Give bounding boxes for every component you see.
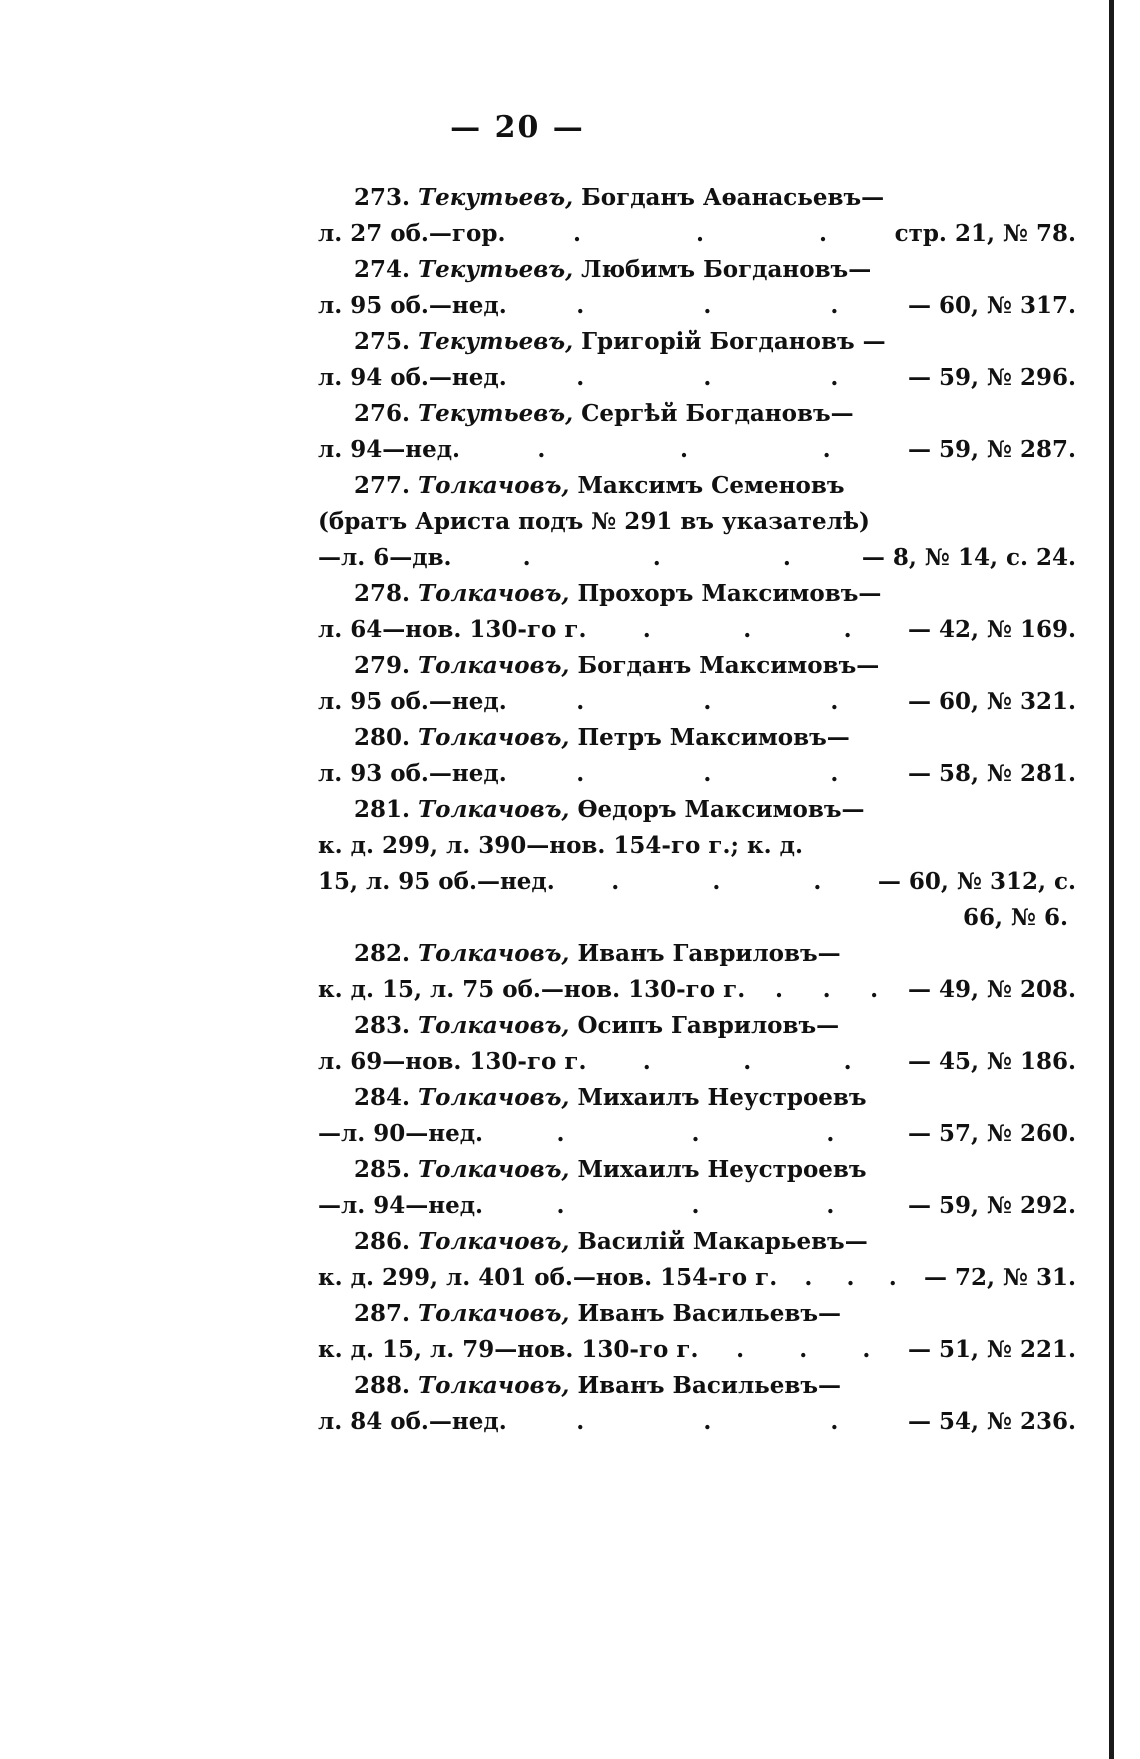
entry-number: 288.: [354, 1372, 411, 1399]
entry-given-names: Осипъ Гавриловъ—: [577, 1012, 840, 1039]
entry-page-reference: — 49, № 208.: [907, 976, 1076, 1003]
page-number: — 20 —: [450, 110, 585, 145]
entry-heading: [318, 1296, 1076, 1332]
entry-number: 285.: [354, 1156, 411, 1183]
entry-given-names: Иванъ Васильевъ—: [577, 1300, 842, 1327]
dot-leader: . . .: [522, 544, 791, 571]
entry-reference-line: [318, 288, 1076, 324]
dot-leader: . . .: [774, 976, 879, 1003]
entry-page-reference: — 60, № 312, с.: [877, 868, 1076, 895]
entry-number: 273.: [354, 184, 411, 211]
index-entry: [318, 1080, 1076, 1152]
index-entries: [318, 180, 1076, 1440]
entry-given-names: Богданъ Аѳанасьевъ—: [581, 184, 885, 211]
entry-surname: Толкачовъ,: [418, 1300, 570, 1327]
entry-location: л. 69—нов. 130-го г.: [318, 1048, 587, 1075]
entry-number: 282.: [354, 940, 411, 967]
entry-page-reference: — 57, № 260.: [907, 1120, 1076, 1147]
entry-surname: Текутьевъ,: [418, 400, 574, 427]
index-entry: [318, 252, 1076, 324]
entry-number: 274.: [354, 256, 411, 283]
entry-heading: [318, 396, 1076, 432]
dot-leader: . . .: [804, 1264, 897, 1291]
entry-heading: [318, 1224, 1076, 1260]
entry-reference-line: [318, 360, 1076, 396]
entry-surname: Толкачовъ,: [418, 940, 570, 967]
entry-reference-line: [318, 1116, 1076, 1152]
entry-number: 280.: [354, 724, 411, 751]
entry-given-names: Василій Макарьевъ—: [577, 1228, 868, 1255]
entry-heading: [318, 1152, 1076, 1188]
index-entry: [318, 180, 1076, 252]
entry-given-names: Михаилъ Неустроевъ: [577, 1084, 867, 1111]
dot-leader: . . .: [576, 1408, 839, 1435]
dot-leader: . . .: [642, 616, 852, 643]
entry-heading: [318, 1368, 1076, 1404]
entry-given-names: Ѳедоръ Максимовъ—: [577, 796, 865, 823]
entry-given-names: Иванъ Васильевъ—: [577, 1372, 842, 1399]
entry-location: к. д. 15, л. 79—нов. 130-го г.: [318, 1336, 699, 1363]
entry-reference-line: [318, 1044, 1076, 1080]
index-entry: [318, 792, 1076, 936]
entry-reference-line: [318, 756, 1076, 792]
entry-reference-line: [318, 1260, 1076, 1296]
dot-leader: . . .: [556, 1120, 835, 1147]
entry-page-reference: — 51, № 221.: [907, 1336, 1076, 1363]
entry-page-reference: стр. 21, № 78.: [894, 220, 1076, 247]
entry-given-names: Любимъ Богдановъ—: [581, 256, 872, 283]
entry-location: к. д. 299, л. 401 об.—нов. 154-го г.: [318, 1264, 778, 1291]
entry-surname: Текутьевъ,: [418, 184, 574, 211]
entry-number: 276.: [354, 400, 411, 427]
dot-leader: . . .: [537, 436, 831, 463]
dot-leader: . . .: [576, 760, 839, 787]
entry-surname: Толкачовъ,: [418, 1012, 570, 1039]
index-entry: [318, 468, 1076, 576]
entry-continuation: (братъ Ариста подъ № 291 въ указателѣ): [318, 508, 870, 535]
entry-given-names: Петръ Максимовъ—: [577, 724, 850, 751]
entry-location: —л. 6—дв.: [318, 544, 452, 571]
entry-page-reference: — 60, № 317.: [907, 292, 1076, 319]
entry-surname: Толкачовъ,: [418, 1084, 570, 1111]
entry-location: —л. 94—нед.: [318, 1192, 484, 1219]
entry-heading: [318, 720, 1076, 756]
entry-reference-line: [318, 612, 1076, 648]
entry-number: 279.: [354, 652, 411, 679]
entry-given-names: Михаилъ Неустроевъ: [577, 1156, 867, 1183]
dot-leader: . . .: [576, 688, 839, 715]
entry-number: 275.: [354, 328, 411, 355]
entry-number: 286.: [354, 1228, 411, 1255]
index-entry: [318, 1368, 1076, 1440]
entry-heading: [318, 252, 1076, 288]
entry-page-reference: — 60, № 321.: [907, 688, 1076, 715]
entry-surname: Толкачовъ,: [418, 652, 570, 679]
entry-location: —л. 90—нед.: [318, 1120, 484, 1147]
entry-location: л. 94—нед.: [318, 436, 461, 463]
dot-leader: . . .: [576, 292, 839, 319]
entry-location: л. 95 об.—нед.: [318, 688, 507, 715]
entry-page-reference: — 72, № 31.: [923, 1264, 1076, 1291]
entry-reference-line: [318, 1188, 1076, 1224]
entry-page-reference: — 42, № 169.: [907, 616, 1076, 643]
dot-leader: . . .: [556, 1192, 835, 1219]
entry-given-names: Богданъ Максимовъ—: [577, 652, 880, 679]
entry-reference-line: [318, 972, 1076, 1008]
index-entry: [318, 576, 1076, 648]
entry-page-reference: — 59, № 292.: [907, 1192, 1076, 1219]
entry-location: л. 84 об.—нед.: [318, 1408, 507, 1435]
entry-heading: [318, 648, 1076, 684]
index-entry: [318, 1224, 1076, 1296]
entry-location: 15, л. 95 об.—нед.: [318, 868, 555, 895]
entry-heading: [318, 468, 1076, 504]
entry-location: к. д. 15, л. 75 об.—нов. 130-го г.: [318, 976, 746, 1003]
entry-continuation: к. д. 299, л. 390—нов. 154-го г.; к. д.: [318, 832, 803, 859]
dot-leader: . . .: [611, 868, 822, 895]
entry-reference-line: [318, 684, 1076, 720]
entry-heading: [318, 324, 1076, 360]
entry-page-reference: — 8, № 14, с. 24.: [861, 544, 1076, 571]
index-entry: [318, 936, 1076, 1008]
entry-given-names: Григорій Богдановъ —: [581, 328, 886, 355]
index-entry: [318, 1152, 1076, 1224]
entry-page-reference: — 54, № 236.: [907, 1408, 1076, 1435]
index-entry: [318, 1296, 1076, 1368]
index-entry: [318, 720, 1076, 792]
entry-reference-line: [318, 1332, 1076, 1368]
entry-surname: Толкачовъ,: [418, 1156, 570, 1183]
entry-reference-line: [318, 864, 1076, 900]
entry-heading: [318, 1008, 1076, 1044]
entry-reference-line: [318, 432, 1076, 468]
entry-page-reference: — 58, № 281.: [907, 760, 1076, 787]
entry-surname: Толкачовъ,: [418, 1228, 570, 1255]
dot-leader: . . .: [642, 1048, 852, 1075]
entry-location: л. 95 об.—нед.: [318, 292, 507, 319]
entry-location: л. 93 об.—нед.: [318, 760, 507, 787]
entry-heading: [318, 576, 1076, 612]
entry-number: 284.: [354, 1084, 411, 1111]
page-edge-rule: [1109, 0, 1114, 1759]
index-entry: [318, 1008, 1076, 1080]
entry-surname: Толкачовъ,: [418, 1372, 570, 1399]
entry-page-reference: — 59, № 296.: [907, 364, 1076, 391]
entry-heading: [318, 936, 1076, 972]
entry-location: л. 27 об.—гор.: [318, 220, 506, 247]
entry-reference-line: [318, 540, 1076, 576]
entry-heading: [318, 180, 1076, 216]
entry-surname: Толкачовъ,: [418, 580, 570, 607]
entry-surname: Текутьевъ,: [418, 256, 574, 283]
entry-number: 287.: [354, 1300, 411, 1327]
entry-heading: [318, 792, 1076, 828]
entry-number: 283.: [354, 1012, 411, 1039]
dot-leader: . . .: [576, 364, 839, 391]
entry-reference-line: [318, 216, 1076, 252]
entry-location: л. 94 об.—нед.: [318, 364, 507, 391]
entry-surname: Толкачовъ,: [418, 472, 570, 499]
entry-given-names: Сергѣй Богдановъ—: [581, 400, 854, 427]
entry-heading: [318, 1080, 1076, 1116]
entry-given-names: Иванъ Гавриловъ—: [577, 940, 841, 967]
entry-location: л. 64—нов. 130-го г.: [318, 616, 587, 643]
entry-extra-reference: 66, № 6.: [962, 904, 1068, 931]
index-entry: [318, 324, 1076, 396]
entry-given-names: Прохоръ Максимовъ—: [577, 580, 882, 607]
index-entry: [318, 648, 1076, 720]
entry-surname: Толкачовъ,: [418, 724, 570, 751]
index-entry: [318, 396, 1076, 468]
dot-leader: . . .: [572, 220, 828, 247]
entry-number: 278.: [354, 580, 411, 607]
entry-reference-line: [318, 1404, 1076, 1440]
entry-page-reference: — 59, № 287.: [907, 436, 1076, 463]
entry-surname: Толкачовъ,: [418, 796, 570, 823]
entry-surname: Текутьевъ,: [418, 328, 574, 355]
entry-number: 281.: [354, 796, 411, 823]
entry-given-names: Максимъ Семеновъ: [577, 472, 845, 499]
entry-number: 277.: [354, 472, 411, 499]
dot-leader: . . .: [736, 1336, 871, 1363]
entry-page-reference: — 45, № 186.: [907, 1048, 1076, 1075]
